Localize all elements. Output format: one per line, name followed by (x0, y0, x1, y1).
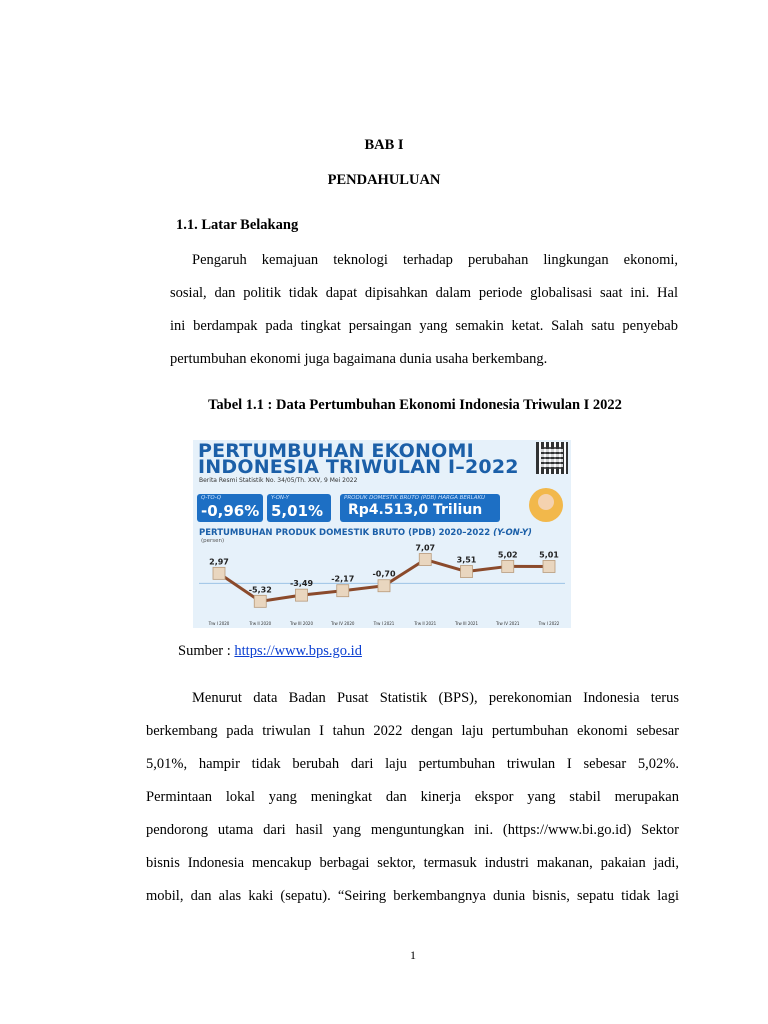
paragraph-line: Pengaruh kemajuan teknologi terhadap perubahan lingkungan ekonomi, (192, 252, 678, 268)
chart-data-label: -3,49 (289, 579, 314, 589)
chart-tick-label: Trw II 2021 (414, 621, 437, 626)
chart-point-box (543, 560, 555, 572)
q-to-q-value: -0,96% (201, 502, 260, 520)
chart-point-box (337, 585, 349, 597)
chart-point-box (378, 580, 390, 592)
infographic-image (193, 440, 571, 628)
paragraph-2 (146, 687, 679, 918)
y-on-y-value: 5,01% (271, 502, 324, 520)
paragraph-1 (170, 249, 678, 381)
chart-point-box (419, 554, 431, 566)
chart-data-label: -0,70 (372, 569, 396, 579)
paragraph-line: 5,01%, hampir tidak berubah dari laju pertumbuhan triwulan I sebesar 5,02%. (146, 756, 679, 772)
chart-title-text: PERTUMBUHAN PRODUK DOMESTIK BRUTO (PDB) 2020–2022 (199, 528, 491, 538)
q-to-q-box (197, 494, 263, 522)
chart-tick-label: Trw III 2020 (289, 621, 314, 626)
table-caption: Tabel 1.1 : Data Pertumbuhan Ekonomi Indonesia Triwulan I 2022 (208, 397, 622, 413)
y-on-y-label: Y-ON-Y (271, 495, 289, 501)
qr-code-icon (536, 442, 568, 474)
source-line (178, 643, 362, 660)
chart-data-label: -2,17 (331, 574, 355, 584)
infographic-subtitle: Berita Resmi Statistik No. 34/05/Th. XXV, 9 Mei 2022 (199, 477, 358, 484)
paragraph-line: berkembang pada triwulan I tahun 2022 dengan laju pertumbuhan ekonomi sebesar (146, 723, 679, 739)
pdb-value: Rp4.513,0 Triliun (348, 502, 483, 518)
paragraph-line: pertumbuhan ekonomi juga bagaimana dunia usaha berkembang. (170, 351, 548, 367)
chapter-title: PENDAHULUAN (327, 172, 441, 188)
section-heading: 1.1. Latar Belakang (176, 217, 299, 233)
chart-tick-label: Trw I 2021 (373, 621, 395, 626)
gdp-line-chart (193, 535, 571, 628)
chart-data-label: 2,97 (209, 557, 229, 567)
chart-point-box (254, 595, 266, 607)
source-label: Sumber : (178, 643, 235, 659)
q-to-q-label: Q-TO-Q (201, 495, 222, 501)
chart-point-box (502, 560, 514, 572)
paragraph-line: Permintaan lokal yang meningkat dan kinerja ekspor yang stabil merupakan (146, 789, 679, 805)
paragraph-line: mobil, dan alas kaki (sepatu). “Seiring berkembangnya dunia bisnis, sepatu tidak lagi (146, 888, 679, 904)
chapter-number: BAB I (364, 137, 404, 153)
pdb-box (340, 494, 500, 522)
pdb-label: PRODUK DOMESTIK BRUTO (PDB) HARGA BERLAKU (344, 495, 486, 501)
chart-tick-label: Trw IV 2021 (496, 621, 520, 626)
chart-point-box (461, 566, 473, 578)
chart-data-label: 5,01 (539, 550, 559, 560)
infographic-title: PERTUMBUHAN EKONOMI (198, 440, 474, 462)
paragraph-line: Menurut data Badan Pusat Statistik (BPS), perekonomian Indonesia terus (192, 690, 679, 706)
chart-data-label: 3,51 (456, 555, 477, 565)
chart-title-suffix: (Y-ON-Y) (493, 528, 532, 538)
chart-data-label: -5,32 (248, 585, 272, 595)
source-link[interactable]: https://www.bps.go.id (234, 643, 362, 659)
chart-tick-label: Trw I 2020 (208, 621, 230, 626)
chart-point-box (296, 589, 308, 601)
chart-tick-label: Trw I 2022 (538, 621, 560, 626)
chart-data-label: 7,07 (415, 543, 436, 553)
paragraph-line: pendorong utama dari hasil yang menguntungkan ini. (https://www.bi.go.id) Sektor (146, 822, 679, 838)
infographic-title-line2: INDONESIA TRIWULAN I–2022 (198, 456, 519, 478)
chart-tick-label: Trw II 2020 (249, 621, 272, 626)
chart-tick-label: Trw III 2021 (454, 621, 479, 626)
page-number: 1 (410, 948, 416, 962)
person-illustration-icon (529, 488, 563, 522)
chart-unit: (persen) (201, 538, 225, 544)
paragraph-line: sosial, dan politik tidak dapat dipisahkan dalam periode globalisasi saat ini. Hal (170, 285, 678, 301)
chart-point-box (213, 567, 225, 579)
chart-data-label: 5,02 (497, 550, 518, 560)
paragraph-line: ini berdampak pada tingkat persaingan yang semakin ketat. Salah satu penyebab (170, 318, 678, 334)
paragraph-line: bisnis Indonesia mencakup berbagai sektor, termasuk industri makanan, pakaian jadi, (146, 855, 679, 871)
chart-tick-label: Trw IV 2020 (331, 621, 355, 626)
y-on-y-box (267, 494, 331, 522)
